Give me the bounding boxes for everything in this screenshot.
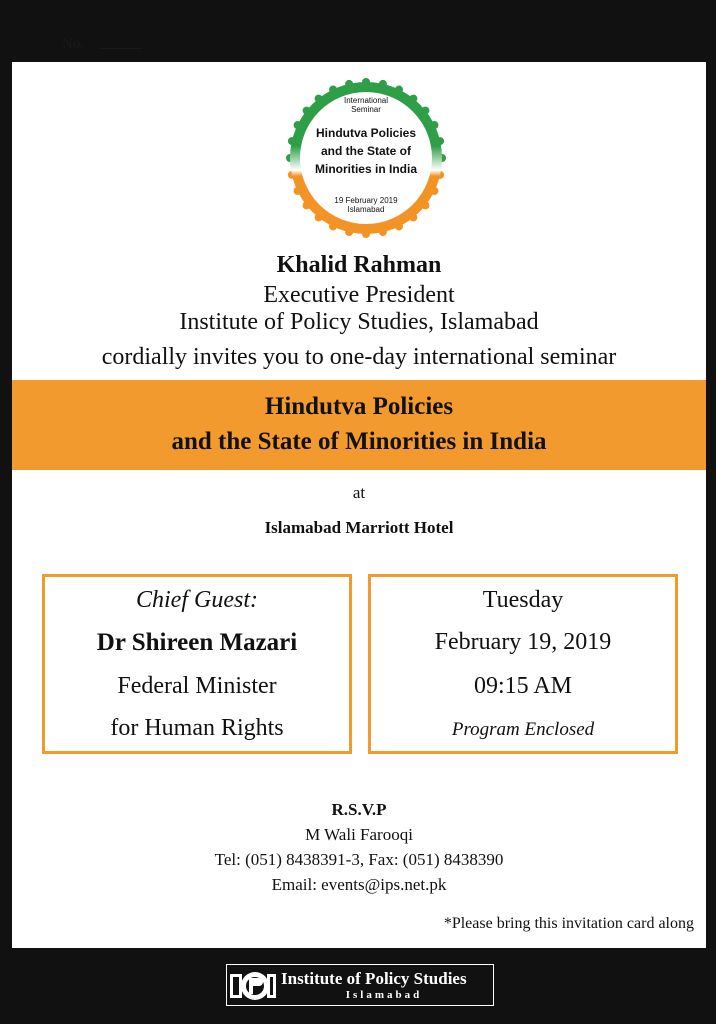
chief-guest-role-line2: for Human Rights (110, 715, 284, 741)
footer-logo (226, 964, 494, 1006)
chief-guest-role-line1: Federal Minister (117, 673, 277, 699)
schedule-day: Tuesday (482, 587, 564, 613)
invite-text: cordially invites you to one-day international seminar (101, 344, 617, 370)
serial-number-line (100, 48, 142, 49)
seal-text (286, 78, 446, 238)
footer-city: Islamabad (345, 989, 423, 1001)
seal-title-line: Minorities in India (314, 162, 417, 176)
invitation-card (12, 62, 706, 948)
schedule-note: Program Enclosed (451, 719, 595, 740)
seal-title-line: and the State of (320, 144, 411, 158)
rsvp-phone-fax: Tel: (051) 8438391-3, Fax: (051) 8438390 (214, 850, 504, 869)
chief-guest-label: Chief Guest: (136, 587, 258, 613)
host-organization: Institute of Policy Studies, Islamabad (179, 309, 539, 335)
schedule-date: February 19, 2019 (434, 629, 612, 655)
seal-title-line: Hindutva Policies (315, 126, 417, 140)
bring-card-note: *Please bring this invitation card along (443, 915, 694, 932)
chief-guest-name: Dr Shireen Mazari (96, 629, 298, 656)
seminar-title-line2: and the State of Minorities in India (171, 428, 547, 455)
ips-logo-icon (229, 968, 277, 1004)
seal-line1: International (343, 96, 389, 105)
seminar-title-banner (12, 380, 706, 470)
rsvp-email: Email: events@ips.net.pk (271, 875, 447, 894)
chief-guest-box (42, 574, 352, 754)
schedule-time: 09:15 AM (473, 673, 572, 699)
venue-at-label: at (352, 483, 366, 502)
venue-name: Islamabad Marriott Hotel (264, 518, 454, 537)
schedule-box (368, 574, 678, 754)
footer-org-name: Institute of Policy Studies (281, 969, 467, 988)
seal-date: 19 February 2019 (334, 196, 398, 205)
rsvp-title: R.S.V.P (331, 800, 387, 819)
host-title: Executive President (263, 282, 455, 308)
host-name: Khalid Rahman (276, 252, 442, 278)
seminar-title-line1: Hindutva Policies (264, 393, 454, 420)
seal-city: Islamabad (347, 205, 385, 214)
seal-line2: Seminar (351, 105, 381, 114)
serial-number-label: No. (62, 36, 85, 52)
seal-title (286, 124, 446, 178)
rsvp-contact: M Wali Farooqi (305, 825, 413, 844)
